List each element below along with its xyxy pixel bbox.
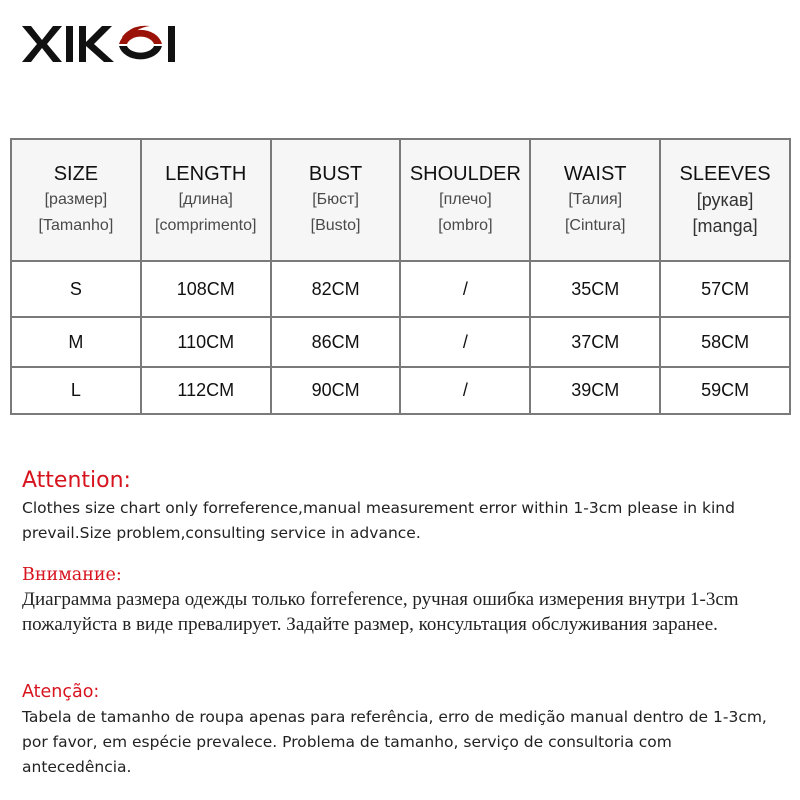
header-label-ru: [Бюст] [312,191,359,208]
table-header-row [11,139,790,261]
header-label-pt: [manga] [692,216,758,236]
note-body: Clothes size chart only forreference,manual measurement error within 1-3cm please in kind prevail.Size problem,consulting service in advance. [22,499,735,542]
cell-length: 108CM [141,261,271,317]
header-label-ru: [Талия] [568,191,623,208]
header-label-pt: [Tamanho] [38,217,114,234]
header-length [141,139,271,261]
cell-bust: 86CM [271,317,401,367]
cell-shoulder: / [400,261,530,317]
header-label: BUST [308,163,363,185]
header-label: SLEEVES [679,163,771,185]
cell-size: M [11,317,141,367]
cell-waist: 37CM [530,317,660,367]
header-label-ru: [рукав] [696,190,754,210]
header-label: WAIST [563,163,627,185]
header-label-pt: [Cintura] [564,217,626,234]
header-label-pt: [comprimento] [155,217,257,234]
attention-note-ru [22,563,782,637]
header-waist [530,139,660,261]
cell-bust: 90CM [271,367,401,414]
table-row [11,367,790,414]
cell-shoulder: / [400,317,530,367]
header-sleeves [660,139,790,261]
cell-size: L [11,367,141,414]
cell-length: 112CM [141,367,271,414]
note-title: Atenção: [22,682,100,702]
attention-note-pt [22,679,782,780]
cell-bust: 82CM [271,261,401,317]
header-label-ru: [длина] [178,191,233,208]
cell-length: 110CM [141,317,271,367]
cell-waist: 35CM [530,261,660,317]
header-label-ru: [размер] [44,191,108,208]
note-body: Tabela de tamanho de roupa apenas para referência, erro de medição manual dentro de 1-3cm, por favor, em espécie prevalece. Problema de tamanho, serviço de consultoria com antecedência. [22,708,767,776]
cell-sleeves: 58CM [660,317,790,367]
header-label: SHOULDER [409,163,521,185]
cell-shoulder: / [400,367,530,414]
brand-logo [22,20,182,66]
header-label-pt: [Busto] [310,217,361,234]
header-label-ru: [плечо] [439,191,492,208]
header-label: SIZE [53,163,99,185]
note-title: Внимание: [22,565,122,585]
attention-note-en [22,466,782,546]
cell-size: S [11,261,141,317]
cell-sleeves: 59CM [660,367,790,414]
header-label-pt: [ombro] [438,217,493,234]
header-size [11,139,141,261]
cell-sleeves: 57CM [660,261,790,317]
table-row [11,261,790,317]
header-bust [271,139,401,261]
table-row [11,317,790,367]
note-title: Attention: [22,468,131,493]
header-shoulder [400,139,530,261]
note-body: Диаграмма размера одежды только forreference, ручная ошибка измерения внутри 1-3cm пожалуйста в виде превалирует. Задайте размер, консультация обслуживания заранее. [22,589,739,635]
size-chart-table [10,138,791,415]
cell-waist: 39CM [530,367,660,414]
header-label: LENGTH [165,163,247,185]
